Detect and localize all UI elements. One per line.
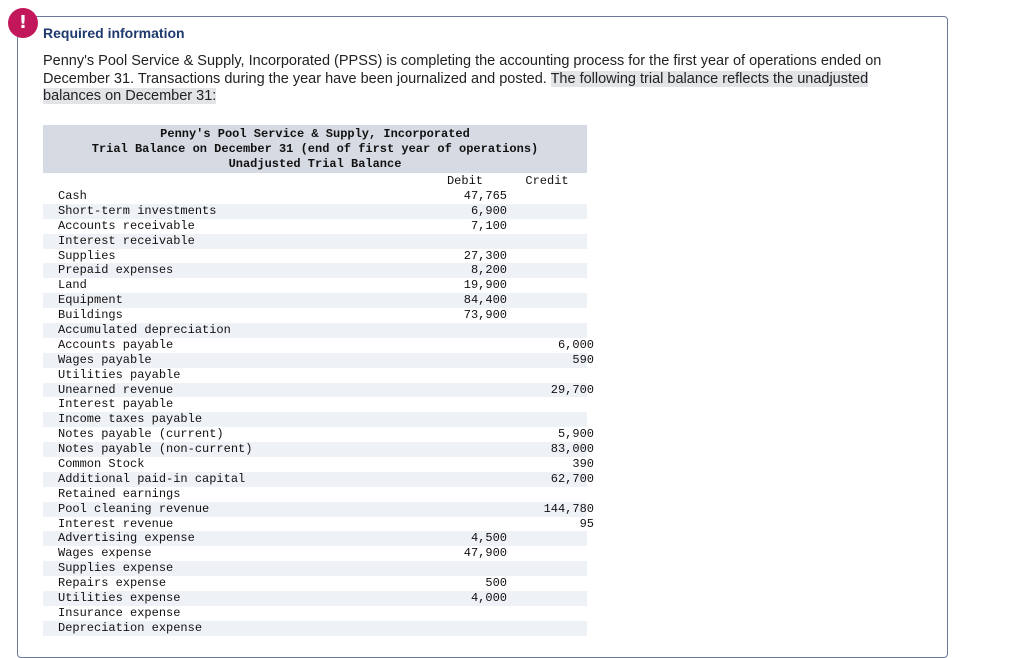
- account-name: Wages payable: [58, 352, 152, 367]
- table-row: [43, 234, 587, 249]
- table-row: [43, 471, 594, 487]
- account-name: Supplies: [58, 248, 116, 263]
- intro-text: Penny's Pool Service & Supply, Incorporated (PPSS) is completing the accounting process for the first year of operations ended on December 31. Transactions during the year have been journalized and posted.: [43, 53, 882, 87]
- credit-amount: 390: [572, 457, 594, 472]
- debit-header: Debit: [446, 174, 483, 188]
- credit-amount: 95: [579, 516, 594, 531]
- account-name: Interest receivable: [58, 233, 195, 248]
- account-name: Equipment: [58, 293, 123, 308]
- table-row: [43, 546, 587, 561]
- credit-amount: 62,700: [550, 471, 594, 486]
- intro-paragraph: [43, 53, 883, 106]
- table-row: [43, 293, 587, 308]
- account-name: Repairs expense: [58, 576, 167, 591]
- table-row: [43, 397, 587, 412]
- table-row: [43, 531, 587, 546]
- credit-amount: 590: [572, 352, 594, 367]
- account-name: Insurance expense: [58, 605, 181, 620]
- account-name: Accounts receivable: [58, 218, 195, 233]
- account-name: Unearned revenue: [58, 382, 174, 397]
- trial-balance-subtitle: Trial Balance on December 31 (end of first year of operations): [91, 142, 539, 156]
- account-name: Notes payable (non-current): [58, 442, 253, 457]
- table-row: [43, 189, 587, 204]
- account-name: Interest payable: [58, 397, 174, 412]
- account-name: Utilities expense: [58, 591, 181, 606]
- table-row: [43, 278, 587, 293]
- account-name: Utilities payable: [58, 367, 181, 382]
- debit-amount: 4,000: [470, 591, 507, 606]
- account-name: Accounts payable: [58, 337, 174, 352]
- account-name: Wages expense: [58, 546, 152, 561]
- table-row: [43, 204, 587, 219]
- table-row: [43, 501, 594, 517]
- debit-amount: 6,900: [470, 203, 507, 218]
- debit-amount: 500: [485, 576, 507, 591]
- table-row: [43, 576, 587, 591]
- debit-amount: 19,900: [463, 278, 507, 293]
- debit-amount: 8,200: [470, 263, 507, 278]
- trial-balance-table: [43, 125, 594, 636]
- account-name: Depreciation expense: [58, 620, 203, 635]
- credit-amount: 5,900: [557, 427, 594, 442]
- debit-amount: 27,300: [463, 248, 507, 263]
- debit-amount: 4,500: [470, 531, 507, 546]
- table-row: [43, 591, 587, 606]
- trial-balance-subtitle2: Unadjusted Trial Balance: [228, 157, 402, 171]
- table-row: [43, 606, 587, 621]
- debit-amount: 47,900: [463, 546, 507, 561]
- trial-balance-header: [43, 125, 587, 173]
- table-row: [43, 368, 587, 383]
- table-row: [43, 621, 587, 636]
- account-name: Land: [58, 278, 87, 293]
- credit-amount: 29,700: [550, 382, 594, 397]
- table-row: [43, 487, 587, 502]
- intro-highlight: The following trial balance reflects the unadjusted balances on December 31:: [43, 70, 869, 104]
- credit-amount: 144,780: [543, 501, 594, 516]
- table-row: [43, 219, 587, 234]
- credit-amount: 83,000: [550, 442, 594, 457]
- account-name: Retained earnings: [58, 486, 181, 501]
- account-name: Buildings: [58, 308, 123, 323]
- account-name: Interest revenue: [58, 516, 174, 531]
- credit-amount: 6,000: [557, 337, 594, 352]
- trial-balance-rows: [43, 189, 594, 636]
- account-name: Prepaid expenses: [58, 263, 174, 278]
- account-name: Supplies expense: [58, 561, 174, 576]
- table-row: [43, 323, 587, 338]
- account-name: Notes payable (current): [58, 427, 224, 442]
- table-row: [43, 442, 594, 457]
- table-row: [43, 337, 594, 353]
- table-row: [43, 516, 594, 532]
- company-name: Penny's Pool Service & Supply, Incorporated: [160, 127, 470, 141]
- table-row: [43, 308, 587, 323]
- debit-amount: 84,400: [463, 293, 507, 308]
- debit-amount: 47,765: [463, 189, 507, 203]
- exclamation-icon: !: [18, 12, 28, 33]
- account-name: Pool cleaning revenue: [58, 501, 210, 516]
- account-name: Advertising expense: [58, 531, 195, 546]
- column-headers: [43, 173, 587, 189]
- table-row: [43, 352, 594, 368]
- table-row: [43, 412, 587, 427]
- table-row: [43, 382, 594, 398]
- account-name: Short-term investments: [58, 203, 217, 218]
- table-row: [43, 263, 587, 278]
- table-row: [43, 561, 587, 576]
- account-name: Accumulated depreciation: [58, 323, 231, 338]
- credit-header: Credit: [525, 174, 569, 188]
- table-row: [43, 427, 594, 442]
- table-row: [43, 457, 594, 472]
- debit-amount: 7,100: [470, 218, 507, 233]
- account-name: Income taxes payable: [58, 412, 203, 427]
- debit-amount: 73,900: [463, 308, 507, 323]
- account-name: Common Stock: [58, 457, 145, 472]
- alert-badge: [8, 8, 38, 38]
- account-name: Cash: [58, 189, 87, 203]
- account-name: Additional paid-in capital: [58, 471, 246, 486]
- section-title: Required information: [43, 25, 185, 41]
- table-row: [43, 249, 587, 264]
